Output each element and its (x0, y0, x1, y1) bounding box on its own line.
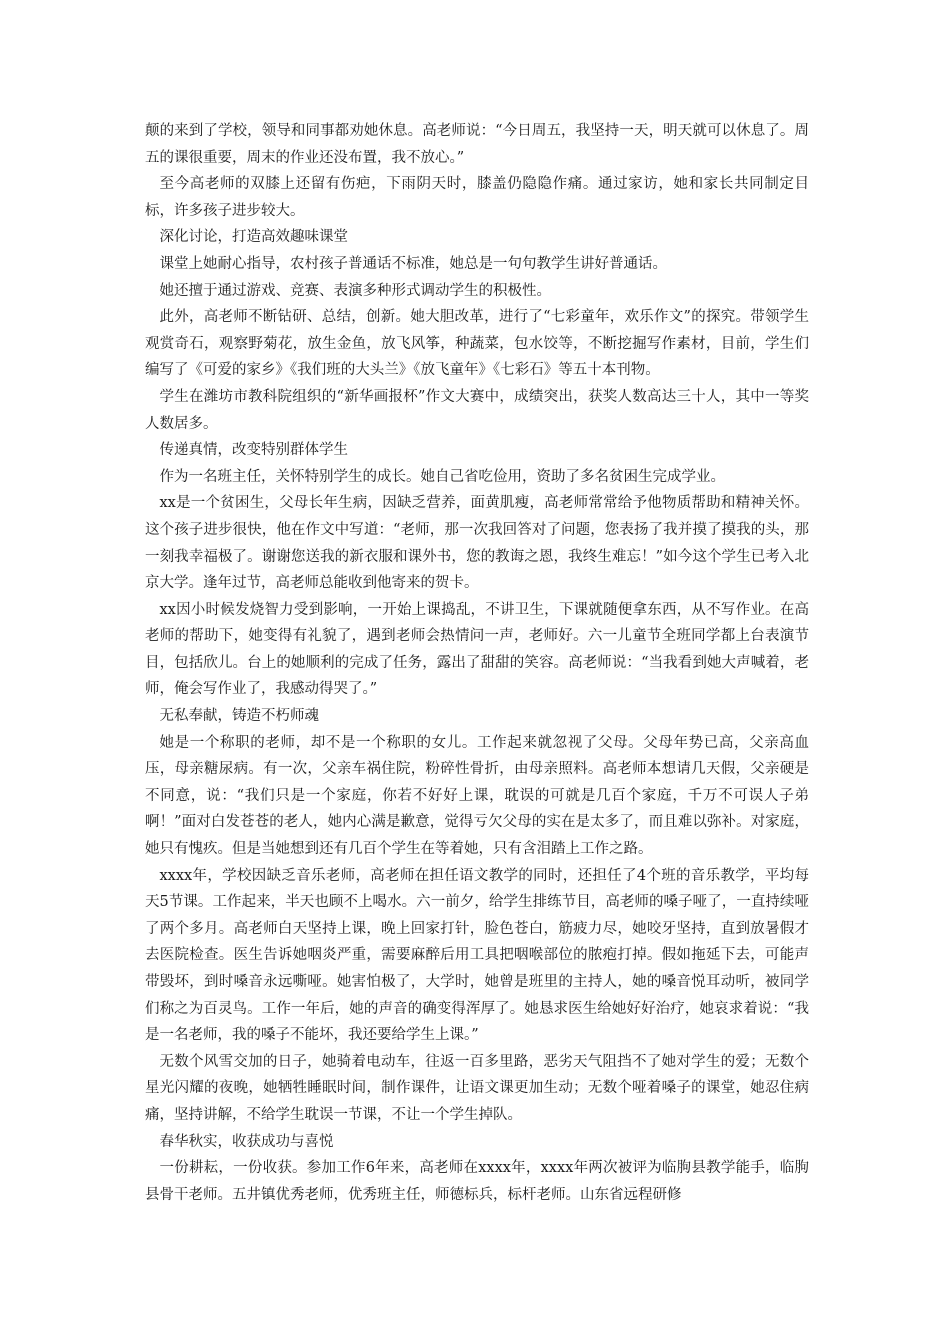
paragraph: 她还擅于通过游戏、竞赛、表演多种形式调动学生的积极性。 (159, 282, 551, 299)
paragraph-continued: 颠的来到了学校，领导和同事都劝她休息。高老师说：“今日周五，我坚持一天，明天就可以休息了。周五的课很重要，周末的作业还没布置，我不放心。” (145, 123, 809, 166)
paragraph: 至今高老师的双膝上还留有伤疤，下雨阴天时，膝盖仍隐隐作痛。通过家访，她和家长共同制定目标，许多孩子进步较大。 (145, 176, 809, 219)
paragraph: 学生在潍坊市教科院组织的“新华画报杯”作文大赛中，成绩突出，获奖人数高达三十人，其中一等奖人数居多。 (145, 388, 809, 432)
paragraph: 此外，高老师不断钻研、总结，创新。她大胆改革，进行了“七彩童年，欢乐作文”的探究。带领学生观赏奇石，观察野菊花，放生金鱼，放飞风筝，种蔬菜，包水饺等，不断挖掘写作素材，目前，学生们编写了《可爱的家乡》《我们班的大头兰》《放飞童年》《七彩石》等五十本刊物。 (145, 309, 809, 379)
section-heading: 无私奉献，铸造不朽师魂 (159, 708, 319, 725)
paragraph: 无数个风雪交加的日子，她骑着电动车，往返一百多里路，恶劣天气阻挡不了她对学生的爱；无数个星光闪耀的夜晚，她牺牲睡眠时间，制作课件，让语文课更加生动；无数个哑着嗓子的课堂，她忍住病痛，坚持讲解，不给学生耽误一节课，不让一个学生掉队。 (145, 1053, 809, 1123)
paragraph: xx因小时候发烧智力受到影响，一开始上课捣乱，不讲卫生，下课就随便拿东西，从不写作业。在高老师的帮助下，她变得有礼貌了，遇到老师会热情问一声，老师好。六一儿童节全班同学都上台表演节目，包括欣儿。台上的她顺利的完成了任务，露出了甜甜的笑容。高老师说：“当我看到她大声喊着，老师，俺会写作业了，我感动得哭了。” (145, 601, 809, 698)
paragraph: 一份耕耘，一份收获。参加工作6年来，高老师在xxxx年，xxxx年两次被评为临朐县教学能手，临朐县骨干老师。五井镇优秀老师，优秀班主任，师德标兵，标杆老师。山东省远程研修 (145, 1160, 809, 1203)
paragraph: 课堂上她耐心指导，农村孩子普通话不标准，她总是一句句教学生讲好普通话。 (159, 255, 667, 272)
section-heading: 深化讨论，打造高效趣味课堂 (159, 229, 348, 246)
paragraph: xx是一个贫困生，父母长年生病，因缺乏营养，面黄肌瘦，高老师常常给予他物质帮助和精神关怀。这个孩子进步很快，他在作文中写道：“老师，那一次我回答对了问题，您表扬了我并摸了摸我的头，那一刻我幸福极了。谢谢您送我的新衣服和课外书，您的教诲之恩，我终生难忘！”如今这个学生已考入北京大学。逢年过节，高老师总能收到他寄来的贺卡。 (145, 495, 809, 592)
document-body (145, 118, 809, 1208)
paragraph: 她是一个称职的老师，却不是一个称职的女儿。工作起来就忽视了父母。父母年势已高，父亲高血压，母亲糖尿病。有一次，父亲车祸住院，粉碎性骨折，由母亲照料。高老师本想请几天假，父亲硬是不同意，说：“我们只是一个家庭，你若不好好上课，耽误的可就是几百个家庭，千万不可误人子弟啊！”面对白发苍苍的老人，她内心满是歉意，觉得亏欠父母的实在是太多了，而且难以弥补。对家庭，她只有愧疚。但是当她想到还有几百个学生在等着她，只有含泪踏上工作之路。 (145, 734, 809, 858)
section-heading: 春华秋实，收获成功与喜悦 (159, 1133, 334, 1150)
section-heading: 传递真情，改变特别群体学生 (159, 442, 348, 459)
paragraph: 作为一名班主任，关怀特别学生的成长。她自己省吃俭用，资助了多名贫困生完成学业。 (159, 468, 725, 485)
paragraph: xxxx年，学校因缺乏音乐老师，高老师在担任语文教学的同时，还担任了4个班的音乐教学，平均每天5节课。工作起来，半天也顾不上喝水。六一前夕，给学生排练节目，高老师的嗓子哑了，一直持续哑了两个多月。高老师白天坚持上课，晚上回家打针，脸色苍白，筋疲力尽，她咬牙坚持，直到放暑假才去医院检查。医生告诉她咽炎严重，需要麻醉后用工具把咽喉部位的脓疱打掉。假如拖延下去，可能声带毁坏，到时嗓音永远嘶哑。她害怕极了，大学时，她曾是班里的主持人，她的嗓音悦耳动听，被同学们称之为百灵鸟。工作一年后，她的声音的确变得浑厚了。她恳求医生给她好好治疗，她哀求着说：“我是一名老师，我的嗓子不能坏，我还要给学生上课。” (145, 867, 809, 1044)
